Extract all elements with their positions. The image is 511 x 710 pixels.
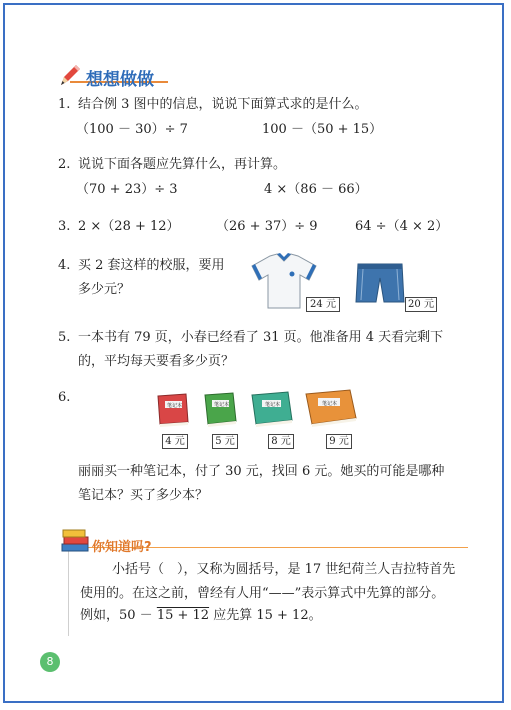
did-you-know-example-overlined: 15 + 12 [156,608,210,623]
problem-2-expr-b: 4 ×（86 － 66） [264,182,368,197]
did-you-know-border [68,546,69,636]
problem-1-expr-b: 100 －（50 + 15） [262,122,383,137]
problem-2-text: 说说下面各题应先算什么，再计算。 [78,157,287,172]
section-header [58,63,168,89]
notebook-3-price-tag: 8 元 [268,434,294,449]
notebook-2-price-tag: 5 元 [212,434,238,449]
pencil-icon [58,63,82,89]
books-icon [60,526,90,554]
notebook-3-icon [250,390,294,428]
notebook-2-icon [202,392,238,428]
did-you-know-line-1: 小括号（ ），又称为圆括号，是 17 世纪荷兰人吉拉特首先 [112,562,456,577]
problem-3-expr-b: （26 + 37）÷ 9 [216,219,318,234]
notebook-4-icon [304,388,358,428]
problem-5-line-2: 的，平均每天要看多少页？ [78,354,235,369]
problem-6-number: 6. [58,390,71,405]
problem-5-number: 5. [58,330,71,345]
problem-2-number: 2. [58,157,71,172]
problem-6-line-2: 笔记本？买了多少本？ [78,488,209,503]
problem-4-line-1: 买 2 套这样的校服，要用 [78,258,225,273]
problem-1-expr-a: （100 － 30）÷ 7 [76,122,188,137]
problem-3-number: 3. [58,219,71,234]
shorts-image [355,262,405,304]
shorts-price-tag: 20 元 [405,297,437,312]
problem-5-line-1: 一本书有 79 页，小春已经看了 31 页。他准备用 4 天看完剩下 [78,330,444,345]
did-you-know-line-2: 使用的。在这之前，曾经有人用“——”表示算式中先算的部分。 [80,586,445,601]
section-title: 想想做做 [86,70,154,90]
shirt-price-tag: 24 元 [306,297,340,312]
notebook-3-label: 笔记本 [265,402,281,408]
problem-6-line-1: 丽丽买一种笔记本，付了 30 元，找回 6 元。她买的可能是哪种 [78,464,445,479]
problem-4-number: 4. [58,258,71,273]
did-you-know-example-suffix: 应先算 15 + 12。 [213,608,322,623]
notebook-1-label: 笔记本 [167,403,183,409]
problem-1-text: 结合例 3 图中的信息，说说下面算式求的是什么。 [78,97,368,112]
notebook-1-price-tag: 4 元 [162,434,188,449]
problem-1-number: 1. [58,97,71,112]
notebook-2 [202,392,238,432]
notebook-4 [304,388,358,432]
page-number: 8 [40,652,60,672]
notebook-4-price-tag: 9 元 [326,434,352,449]
problem-3-expr-a: 2 ×（28 + 12） [78,219,180,234]
notebook-2-label: 笔记本 [214,402,230,408]
problem-4-line-2: 多少元？ [78,282,131,297]
notebook-1 [156,392,190,432]
did-you-know-title: 你知道吗? [92,540,152,555]
did-you-know-line-3 [80,608,322,624]
notebook-1-icon [156,392,190,428]
notebook-3 [250,390,294,432]
problem-2-expr-a: （70 + 23）÷ 3 [76,182,178,197]
notebook-4-label: 笔记本 [322,401,338,407]
did-you-know-example-prefix: 例如，50 － [80,608,153,623]
problem-3-expr-c: 64 ÷（4 × 2） [355,219,449,234]
